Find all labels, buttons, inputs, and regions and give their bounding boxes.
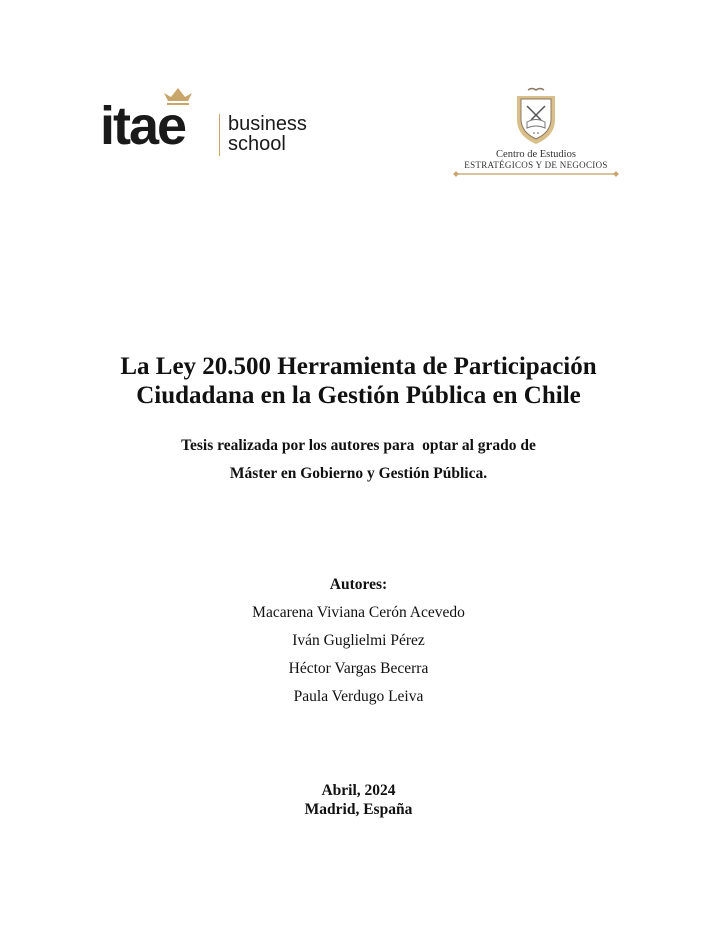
date: Abril, 2024 — [321, 782, 396, 799]
itae-wordmark: itae — [100, 96, 186, 156]
shield-crest-icon — [513, 86, 559, 146]
place: Madrid, España — [304, 801, 413, 818]
authors-label: Autores: — [329, 576, 388, 593]
author-name: Iván Guglielmi Pérez — [292, 632, 425, 649]
itae-business-school-logo — [100, 86, 320, 158]
author-name: Macarena Viviana Cerón Acevedo — [252, 604, 465, 621]
centro-estudios-text: Centro de Estudios — [496, 149, 576, 160]
subtitle-line-2: Máster en Gobierno y Gestión Pública. — [229, 465, 488, 482]
author-name: Héctor Vargas Becerra — [288, 660, 429, 677]
business-text: business — [228, 113, 307, 135]
logo-divider — [219, 114, 220, 156]
business-school-text — [228, 114, 307, 154]
estrategicos-negocios-text: ESTRATÉGICOS Y DE NEGOCIOS — [464, 160, 608, 170]
school-text: school — [228, 133, 286, 155]
title-line-2: Ciudadana en la Gestión Pública en Chile — [136, 382, 581, 409]
rule-dot-right — [613, 171, 619, 177]
document-title — [0, 352, 717, 410]
subtitle-line-1: Tesis realizada por los autores para optar al grado de — [181, 437, 536, 454]
author-name: Paula Verdugo Leiva — [293, 688, 424, 705]
logo-rule — [458, 173, 614, 175]
title-line-1: La Ley 20.500 Herramienta de Participación — [120, 353, 597, 380]
centro-estudios-logo — [452, 86, 620, 178]
